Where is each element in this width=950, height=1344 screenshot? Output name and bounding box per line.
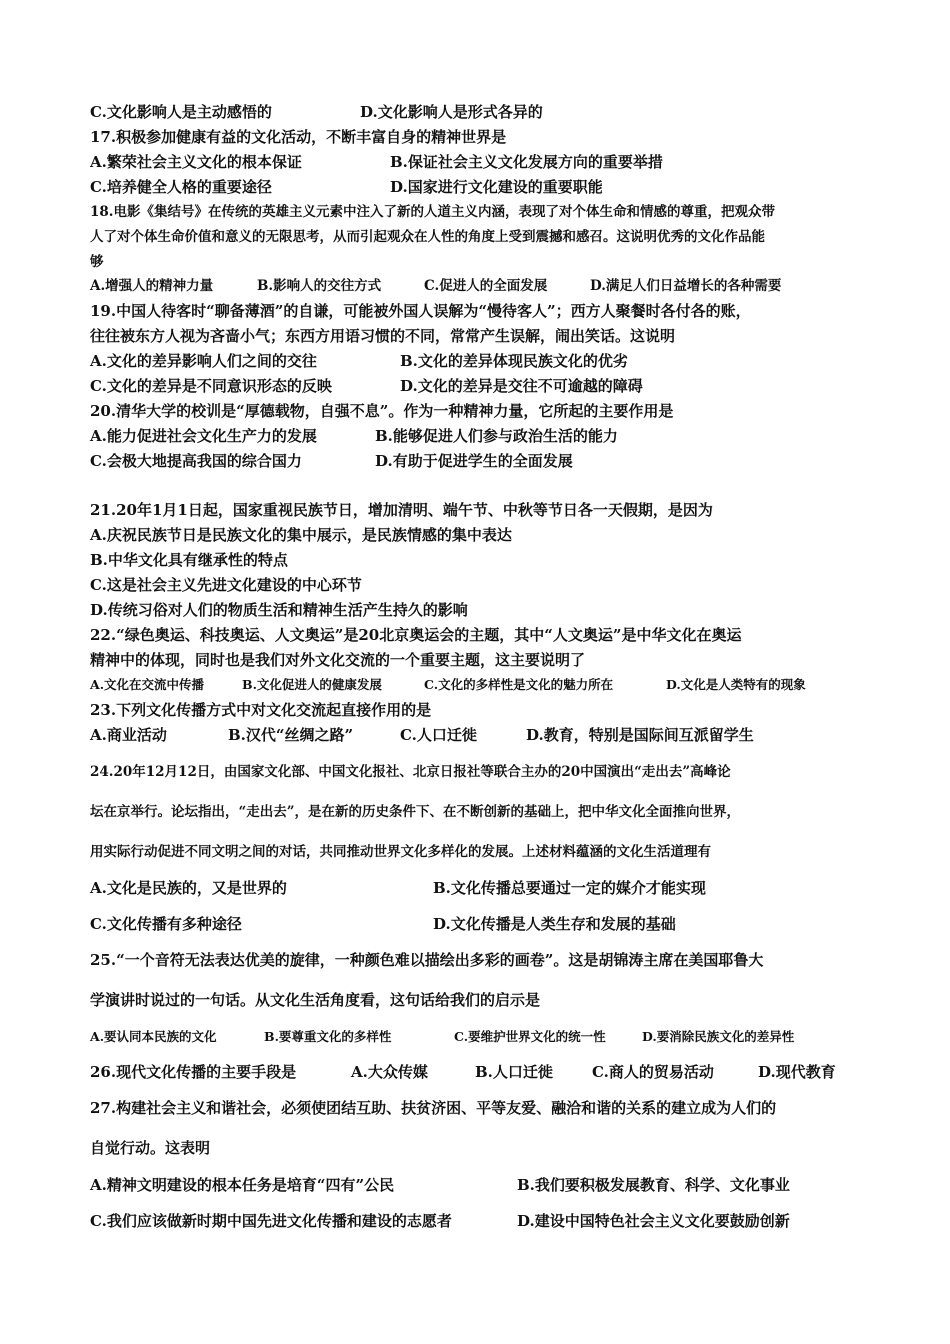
q17-option-c: C.培养健全人格的重要途径 <box>90 178 272 196</box>
q16-option-c: C.文化影响人是主动感悟的 <box>90 103 272 121</box>
q18-stem-line-3: 够 <box>90 254 104 270</box>
q22-stem-line-2: 精神中的体现，同时也是我们对外文化交流的一个重要主题，这主要说明了 <box>90 651 586 669</box>
q25-option-b: B.要尊重文化的多样性 <box>264 1029 392 1044</box>
q27-option-a: A.精神文明建设的根本任务是培育“四有”公民 <box>90 1176 395 1194</box>
q21-option-a: A.庆祝民族节日是民族文化的集中展示，是民族情感的集中表达 <box>90 526 512 544</box>
q20-option-b: B.能够促进人们参与政治生活的能力 <box>375 427 618 445</box>
q22-option-d: D.文化是人类特有的现象 <box>666 677 806 692</box>
q24-option-b: B.文化传播总要通过一定的媒介才能实现 <box>433 879 706 897</box>
q23-option-a: A.商业活动 <box>90 726 167 744</box>
q20-option-d: D.有助于促进学生的全面发展 <box>375 452 573 470</box>
q16-option-d: D.文化影响人是形式各异的 <box>360 103 543 121</box>
q17-stem: 17.积极参加健康有益的文化活动，不断丰富自身的精神世界是 <box>90 128 507 146</box>
q21-option-b: B.中华文化具有继承性的特点 <box>90 551 288 569</box>
q18-stem-line-2: 人了对个体生命价值和意义的无限思考，从而引起观众在人性的角度上受到震撼和感召。这说明优秀的文化作品能 <box>90 229 765 245</box>
q27-option-b: B.我们要积极发展教育、科学、文化事业 <box>517 1176 790 1194</box>
q24-stem-line-3: 用实际行动促进不同文明之间的对话，共同推动世界文化多样化的发展。上述材料蕴涵的文化生活道理有 <box>90 844 711 860</box>
q22-option-a: A.文化在交流中传播 <box>90 677 205 692</box>
q27-stem-line-2: 自觉行动。这表明 <box>90 1139 211 1157</box>
q26-option-c: C.商人的贸易活动 <box>592 1063 714 1081</box>
q26-option-a: A.大众传媒 <box>351 1063 428 1081</box>
q19-option-b: B.文化的差异体现民族文化的优劣 <box>400 352 628 370</box>
q25-stem-line-1: 25.“一个音符无法表达优美的旋律，一种颜色难以描绘出多彩的画卷”。这是胡锦涛主席在美国耶鲁大 <box>90 951 764 969</box>
q24-option-d: D.文化传播是人类生存和发展的基础 <box>433 915 676 933</box>
q27-stem-line-1: 27.构建社会主义和谐社会，必须使团结互助、扶贫济困、平等友爱、融洽和谐的关系的建立成为人们的 <box>90 1099 777 1117</box>
q25-stem-line-2: 学演讲时说过的一句话。从文化生活角度看，这句话给我们的启示是 <box>90 991 541 1009</box>
q23-stem: 23.下列文化传播方式中对文化交流起直接作用的是 <box>90 701 432 719</box>
q18-option-a: A.增强人的精神力量 <box>90 278 214 294</box>
q18-option-d: D.满足人们日益增长的各种需要 <box>590 278 782 294</box>
q21-option-c: C.这是社会主义先进文化建设的中心环节 <box>90 576 362 594</box>
q20-option-a: A.能力促进社会文化生产力的发展 <box>90 427 317 445</box>
q20-stem: 20.清华大学的校训是“厚德载物，自强不息”。作为一种精神力量，它所起的主要作用是 <box>90 402 674 420</box>
q26-stem: 26.现代文化传播的主要手段是 <box>90 1063 297 1081</box>
q23-option-d: D.教育，特别是国际间互派留学生 <box>526 726 754 744</box>
q27-option-c: C.我们应该做新时期中国先进文化传播和建设的志愿者 <box>90 1212 452 1230</box>
q23-option-b: B.汉代“丝绸之路” <box>228 726 354 744</box>
q20-option-c: C.会极大地提高我国的综合国力 <box>90 452 302 470</box>
q17-option-d: D.国家进行文化建设的重要职能 <box>390 178 603 196</box>
q26-option-b: B.人口迁徙 <box>475 1063 553 1081</box>
q23-option-c: C.人口迁徙 <box>400 726 477 744</box>
q24-option-c: C.文化传播有多种途径 <box>90 915 242 933</box>
q24-stem-line-2: 坛在京举行。论坛指出，“走出去”，是在新的历史条件下、在不断创新的基础上，把中华文化全面推向世界， <box>90 804 741 820</box>
q19-stem-line-1: 19.中国人待客时“聊备薄酒”的自谦，可能被外国人误解为“慢待客人”；西方人聚餐时各付各的账， <box>90 302 751 320</box>
q18-stem-line-1: 18.电影《集结号》在传统的英雄主义元素中注入了新的人道主义内涵，表现了对个体生命和情感的尊重，把观众带 <box>90 204 775 220</box>
q25-option-d: D.要消除民族文化的差异性 <box>642 1029 795 1044</box>
q22-option-c: C.文化的多样性是文化的魅力所在 <box>424 677 614 692</box>
q19-option-d: D.文化的差异是交往不可逾越的障碍 <box>400 377 643 395</box>
q18-option-c: C.促进人的全面发展 <box>424 278 548 294</box>
q27-option-d: D.建设中国特色社会主义文化要鼓励创新 <box>517 1212 790 1230</box>
q22-stem-line-1: 22.“绿色奥运、科技奥运、人文奥运”是20北京奥运会的主题，其中“人文奥运”是中华文化在奥运 <box>90 626 742 644</box>
q17-option-a: A.繁荣社会主义文化的根本保证 <box>90 153 302 171</box>
q21-option-d: D.传统习俗对人们的物质生活和精神生活产生持久的影响 <box>90 601 468 619</box>
q24-option-a: A.文化是民族的，又是世界的 <box>90 879 287 897</box>
q22-option-b: B.文化促进人的健康发展 <box>242 677 382 692</box>
q25-option-a: A.要认同本民族的文化 <box>90 1029 217 1044</box>
q26-option-d: D.现代教育 <box>758 1063 836 1081</box>
q18-option-b: B.影响人的交往方式 <box>257 278 382 294</box>
q19-option-c: C.文化的差异是不同意识形态的反映 <box>90 377 332 395</box>
q19-option-a: A.文化的差异影响人们之间的交往 <box>90 352 317 370</box>
q19-stem-line-2: 往往被东方人视为吝啬小气；东西方用语习惯的不同，常常产生误解，闹出笑话。这说明 <box>90 327 676 345</box>
q21-stem: 21.20年1月1日起，国家重视民族节日，增加清明、端午节、中秋等节日各一天假期，是因为 <box>90 501 713 519</box>
q24-stem-line-1: 24.20年12月12日，由国家文化部、中国文化报社、北京日报社等联合主办的20中国演出“走出去”高峰论 <box>90 764 731 780</box>
q25-option-c: C.要维护世界文化的统一性 <box>454 1029 606 1044</box>
q17-option-b: B.保证社会主义文化发展方向的重要举措 <box>390 153 663 171</box>
